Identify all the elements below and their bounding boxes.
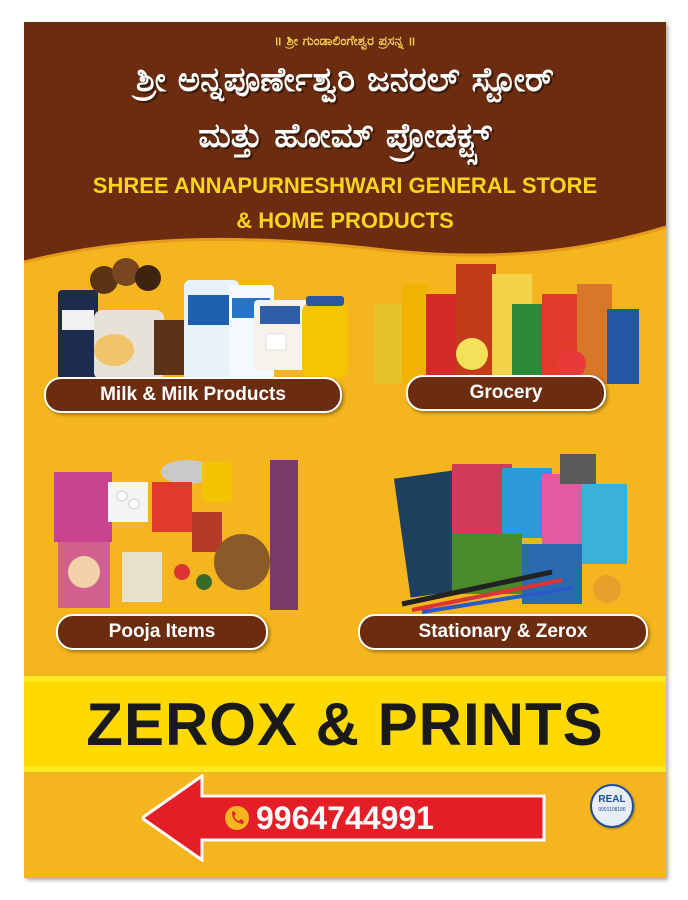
header [24, 22, 666, 272]
real-badge [590, 784, 634, 828]
blessing-text: ॥ ಶ್ರೀ ಗುಂಡಾಲಿಂಗೇಶ್ವರ ಪ್ರಸನ್ನ ॥ [274, 34, 416, 49]
real-badge-brand: REAL [598, 794, 626, 805]
phone-row [224, 798, 434, 838]
pooja-items-image [52, 452, 302, 612]
title-english-line1: SHREE ANNAPURNESHWARI GENERAL STORE [92, 173, 598, 198]
title-english-line2: & HOME PRODUCTS [236, 208, 454, 233]
poster [24, 22, 666, 878]
title-kannada-line2: ಮತ್ತು ಹೋಮ್ ಪ್ರೋಡಕ್ಟ್ಸ್ [198, 116, 492, 156]
phone-arrow [142, 774, 552, 862]
phone-number[interactable]: 9964744991 [256, 799, 434, 836]
milk-products-image [54, 250, 354, 390]
title-kannada-line1: ಶ್ರೀ ಅನ್ನಪೂರ್ಣೇಶ್ವರಿ ಜನರಲ್ ಸ್ಟೋರ್ [136, 60, 554, 100]
phone-icon [224, 805, 250, 831]
stationary-image [392, 454, 642, 614]
category-pill-stationary: Stationary & Zerox [358, 614, 648, 650]
category-pill-pooja: Pooja Items [56, 614, 268, 650]
grocery-image [372, 244, 642, 394]
category-pill-milk: Milk & Milk Products [44, 377, 342, 413]
real-badge-number: 9901108186 [598, 807, 626, 813]
category-pill-grocery: Grocery [406, 375, 606, 411]
zerox-banner [24, 676, 666, 772]
zerox-banner-text: ZEROX & PRINTS [24, 682, 666, 766]
